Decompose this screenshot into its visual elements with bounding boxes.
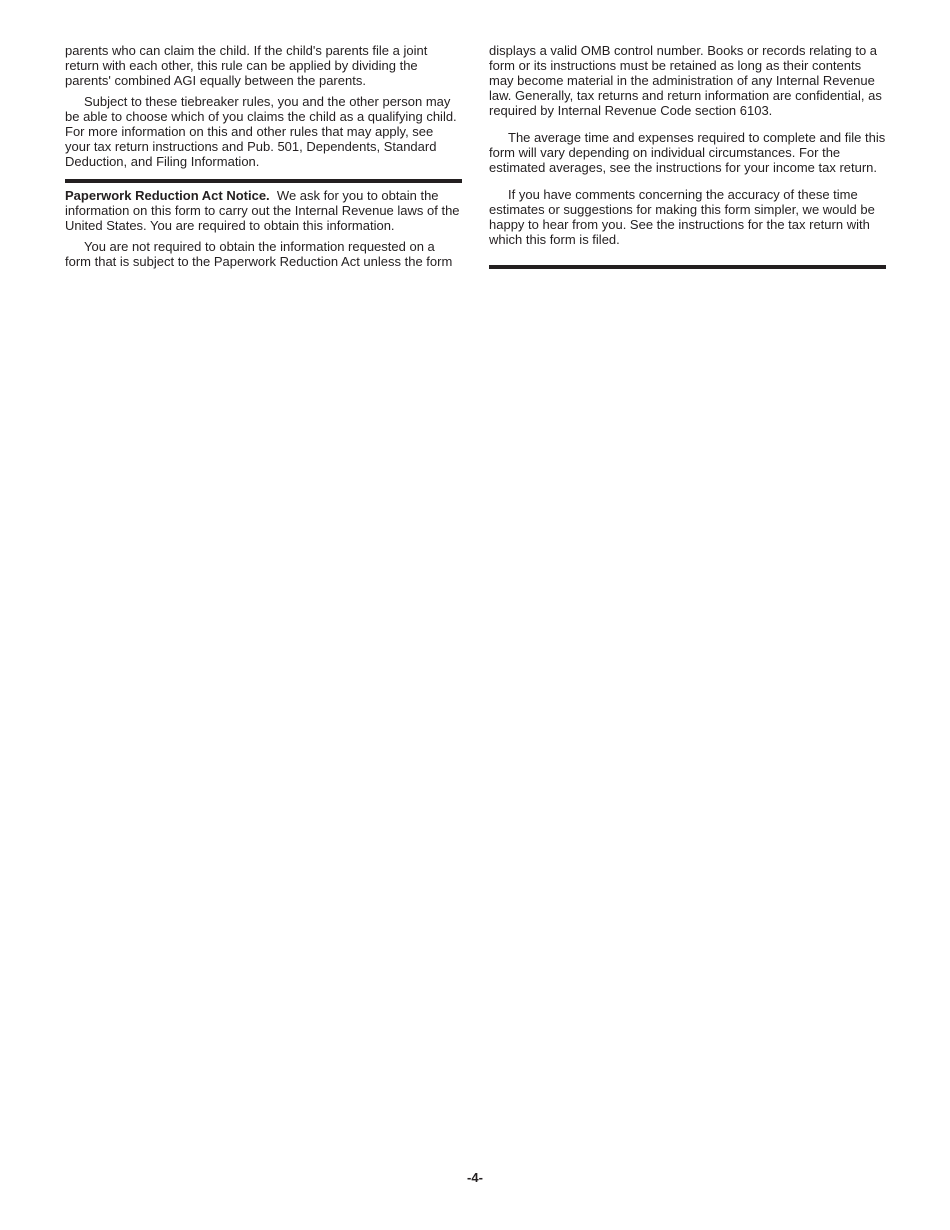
left-column <box>65 43 462 275</box>
page-number: -4- <box>467 1170 483 1185</box>
comments-paragraph: If you have comments concerning the accuracy of these time estimates or suggestions for making this form simpler, we would be happy to hear from you. See the instructions for the tax return with which this form is filed. <box>489 187 875 247</box>
paperwork-reduction-paragraph <box>65 188 462 233</box>
paperwork-reduction-text: We ask for you to obtain the information on this form to carry out the Internal Revenue laws of the United States. You are required to obtain this information. <box>65 188 460 233</box>
average-time-paragraph: The average time and expenses required to complete and file this form will vary depending on individual circumstances. For the estimated averages, see the instructions for your income tax return. <box>489 130 886 175</box>
section-divider <box>65 179 462 183</box>
omb-control-paragraph: displays a valid OMB control number. Books or records relating to a form or its instructions must be retained as long as their contents may become material in the administration of any Internal Revenue law. Generally, tax returns and return information are confidential, as required by Internal Revenue Code section 6103. <box>489 43 882 118</box>
end-divider <box>489 265 886 269</box>
tiebreaker-agi-paragraph: parents who can claim the child. If the child's parents file a joint return with each other, this rule can be applied by dividing the parents' combined AGI equally between the parents. <box>65 43 428 88</box>
paperwork-reduction-heading: Paperwork Reduction Act Notice. <box>65 188 270 203</box>
right-column <box>489 43 886 253</box>
not-required-paragraph: You are not required to obtain the information requested on a form that is subject to the Paperwork Reduction Act unless the form <box>65 239 453 269</box>
tiebreaker-rules-paragraph: Subject to these tiebreaker rules, you and the other person may be able to choose which of you claims the child as a qualifying child. For more information on this and other rules that may apply, see your tax return instructions and Pub. 501, Dependents, Standard Deduction, and Filing Information. <box>65 94 457 169</box>
